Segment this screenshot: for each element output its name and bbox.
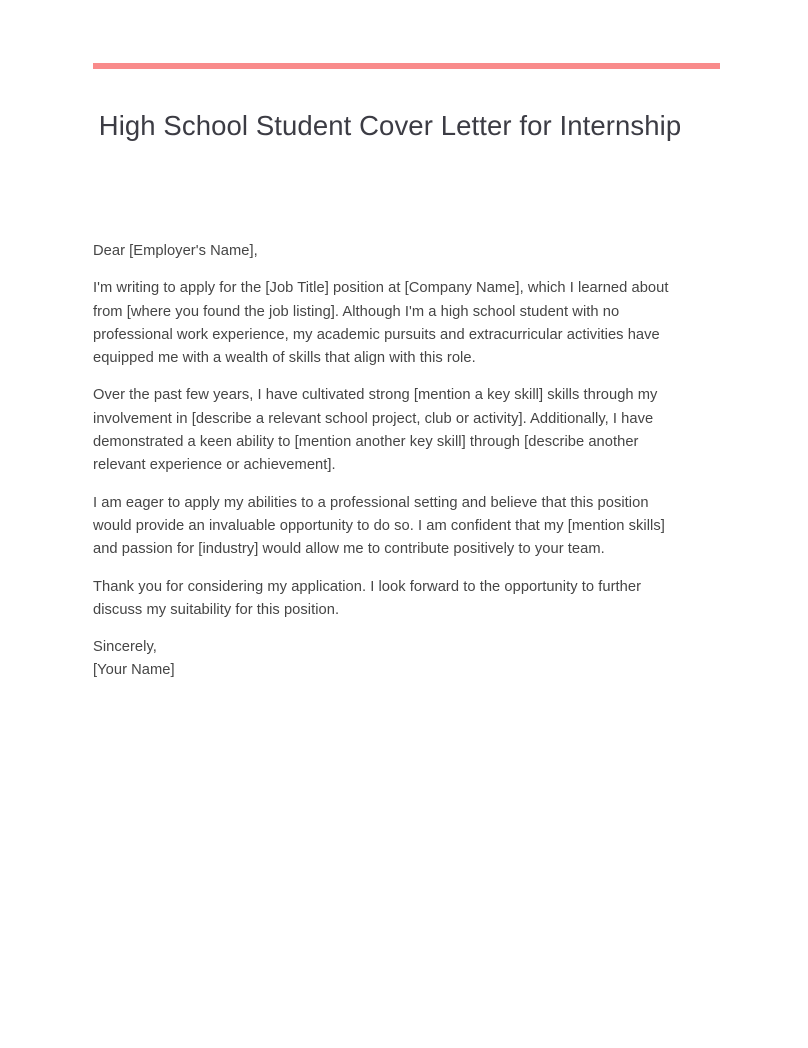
body-paragraph-1: I'm writing to apply for the [Job Title] position at [Company Name], which I learned about from [where you found the job listing]. Although I'm a high school student with no professional work experience, my academic pursuits and extracurricular activities have equipped me with a wealth of skills that align with this role.	[93, 280, 669, 367]
signature-name: [Your Name]	[93, 662, 175, 679]
salutation: Dear [Employer's Name],	[93, 243, 258, 259]
letter-body	[93, 240, 689, 683]
accent-bar	[93, 63, 720, 69]
body-paragraph-3: I am eager to apply my abilities to a professional setting and believe that this position would provide an invaluable opportunity to do so. I am confident that my [mention skills] and passion for [industry] would allow me to contribute positively to your team.	[93, 494, 665, 558]
page-title: High School Student Cover Letter for Internship	[98, 110, 682, 141]
signature-block	[93, 636, 689, 683]
closing-line: Sincerely,	[93, 639, 157, 656]
body-paragraph-4: Thank you for considering my application. I look forward to the opportunity to further discuss my suitability for this position.	[93, 578, 642, 618]
body-paragraph-2: Over the past few years, I have cultivated strong [mention a key skill] skills through my involvement in [describe a relevant school project, club or activity]. Additionally, I have demonstrated a keen ability to [mention another key skill] through [describe another relevant experience or achievement].	[93, 387, 658, 474]
